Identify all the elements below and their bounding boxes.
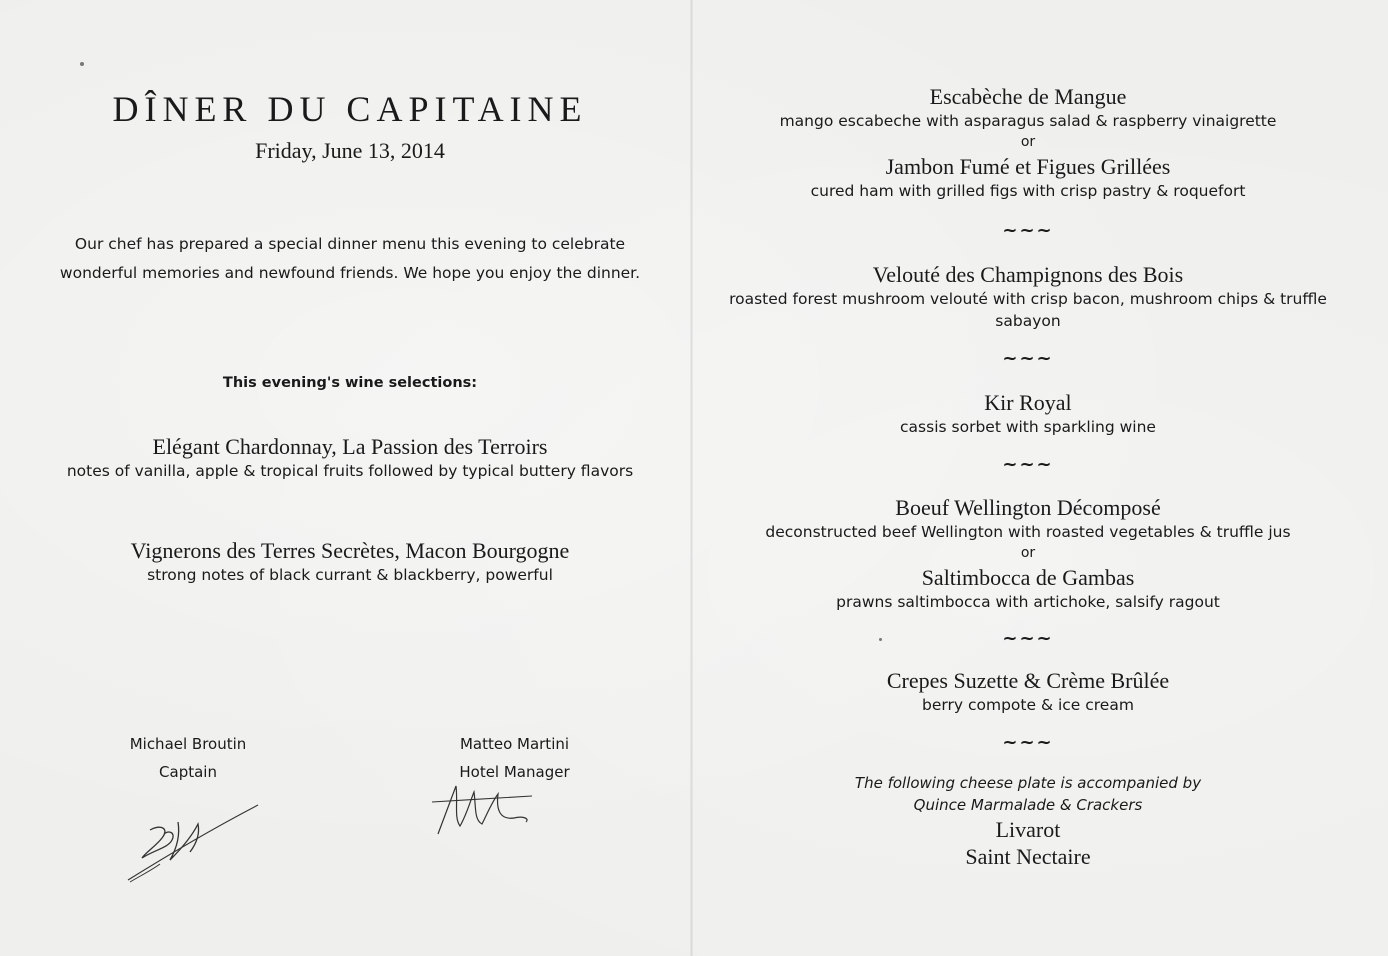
hotel-manager-signature xyxy=(430,772,540,842)
paper-speck xyxy=(80,62,84,66)
dish-description: cured ham with grilled figs with crisp pastry & roquefort xyxy=(810,182,1246,200)
menu-date: Friday, June 13, 2014 xyxy=(255,138,445,163)
dish-description: cassis sorbet with sparkling wine xyxy=(900,418,1156,436)
right-page xyxy=(693,0,1388,956)
signatory-name: Michael Broutin xyxy=(129,735,247,753)
course-soup xyxy=(693,262,1363,332)
dish-name: Saltimbocca de Gambas xyxy=(921,565,1135,590)
course-intermezzo xyxy=(693,390,1363,438)
menu-title: DÎNER DU CAPITAINE xyxy=(112,89,588,129)
course-separator: ~~~ xyxy=(1002,454,1054,475)
wine-name: Vignerons des Terres Secrètes, Macon Bourgogne xyxy=(130,538,570,563)
cheese-note: The following cheese plate is accompanied by xyxy=(854,774,1202,792)
or-label: or xyxy=(1020,134,1036,150)
course-main xyxy=(693,495,1363,613)
wine-name: Elégant Chardonnay, La Passion des Terroirs xyxy=(152,434,548,459)
intro-line-1: Our chef has prepared a special dinner menu this evening to celebrate xyxy=(74,235,626,253)
course-starter xyxy=(693,84,1363,202)
dish-description: berry compote & ice cream xyxy=(922,696,1134,714)
paper-speck xyxy=(879,638,882,641)
signatory-name: Matteo Martini xyxy=(459,735,570,753)
dish-name: Kir Royal xyxy=(984,390,1072,415)
dish-name: Jambon Fumé et Figues Grillées xyxy=(885,154,1171,179)
dish-description: deconstructed beef Wellington with roasted vegetables & truffle jus xyxy=(765,523,1291,541)
dish-description: mango escabeche with asparagus salad & raspberry vinaigrette xyxy=(779,112,1277,130)
dish-name: Boeuf Wellington Décomposé xyxy=(895,495,1161,520)
cheese-note: Quince Marmalade & Crackers xyxy=(913,796,1143,814)
cheese-section xyxy=(693,772,1363,870)
cheese-name: Saint Nectaire xyxy=(965,844,1091,869)
dish-name: Velouté des Champignons des Bois xyxy=(872,262,1184,287)
dish-description: sabayon xyxy=(995,312,1061,330)
signatory-role: Captain xyxy=(159,763,217,781)
intro-text xyxy=(0,230,700,288)
dish-name: Crepes Suzette & Crème Brûlée xyxy=(886,668,1170,693)
dish-description: prawns saltimbocca with artichoke, salsify ragout xyxy=(836,593,1220,611)
or-label: or xyxy=(1020,545,1036,561)
cheese-name: Livarot xyxy=(995,817,1061,842)
course-separator: ~~~ xyxy=(1002,348,1054,369)
wine-heading: This evening's wine selections: xyxy=(222,375,478,391)
course-separator: ~~~ xyxy=(1002,732,1054,753)
dish-name: Escabèche de Mangue xyxy=(929,84,1127,109)
wine-notes: strong notes of black currant & blackberry, powerful xyxy=(147,566,553,584)
signatory-captain xyxy=(108,730,268,786)
intro-line-2: wonderful memories and newfound friends. We hope you enjoy the dinner. xyxy=(59,264,641,282)
wine-notes: notes of vanilla, apple & tropical fruits followed by typical buttery flavors xyxy=(66,462,634,480)
captain-signature xyxy=(120,800,265,890)
signatory-role: Hotel Manager xyxy=(459,763,570,781)
left-page xyxy=(0,0,690,956)
course-separator: ~~~ xyxy=(1002,628,1054,649)
course-separator: ~~~ xyxy=(1002,220,1054,241)
course-dessert xyxy=(693,668,1363,716)
dish-description: roasted forest mushroom velouté with crisp bacon, mushroom chips & truffle xyxy=(729,290,1327,308)
